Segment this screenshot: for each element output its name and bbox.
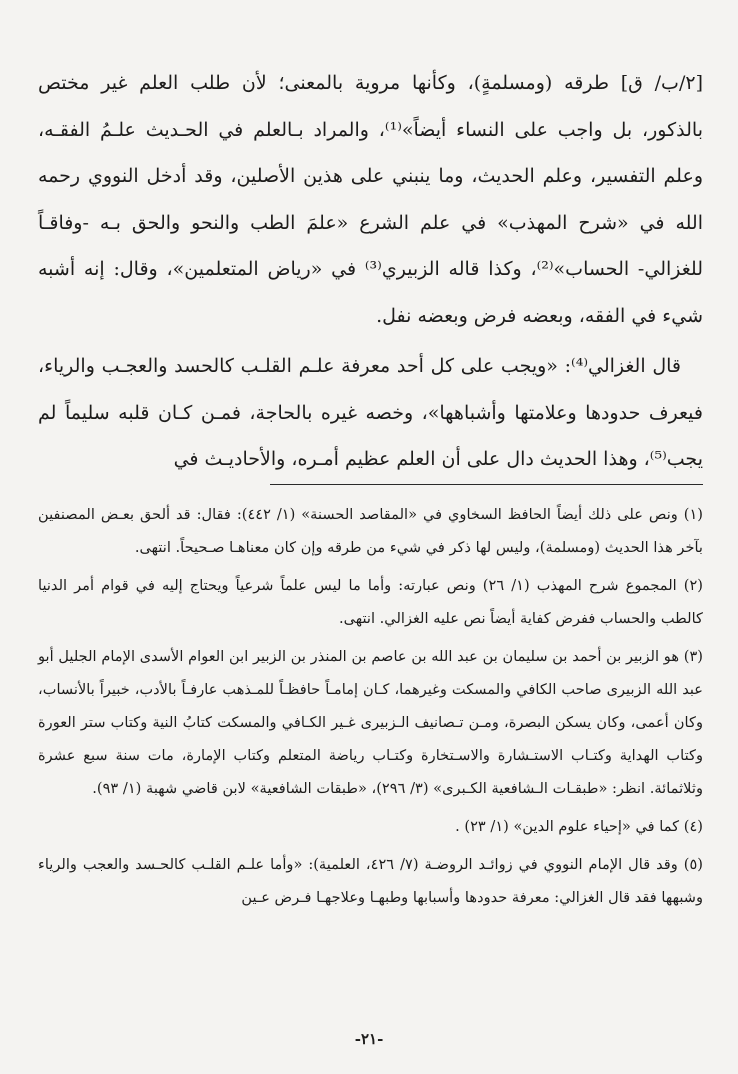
body-paragraph: [٢/ب/ ق] طرقه (ومسلمةٍ)، وكأنها مروية بالمعنى؛ لأن طلب العلم غير مختص بالذكور، بل واجب على النساء أيضاً»⁽¹⁾، والمراد بـالعلم في الحـديث علـمُ الفقـه، وعلم التفسير، وعلم الحديث، وما ينبني على هذين الأصلين، وقد أدخل النووي رحمه الله في «شرح المهذب» في علم الشرع «علمَ الطب والنحو والحق بـه -وفاقـاً للغزالي- الحساب»⁽²⁾، وكذا قاله الزبيري⁽³⁾ في «رياض المتعلمين»، وقال: إنه أشبه شيء في الفقه، وبعضه فرض وبعضه نفل.	[38, 72, 703, 327]
page-number: -٢١-	[354, 1030, 384, 1048]
footnotes	[38, 498, 703, 919]
footnote-separator	[270, 484, 703, 485]
body-paragraph: قال الغزالي⁽⁴⁾: «ويجب على كل أحد معرفة علـم القلـب كالحسد والعجـب والرياء، فيعرف حدودها وعلامتها وأشباهها»، وخصه غيره بالحاجة، فمـن كـان قلبه سليماً لم يجب⁽⁵⁾، وهذا الحديث دال على أن العلم عظيم أمـره، والأحاديـث في	[38, 355, 703, 470]
footnote-3: (٣) هو الزبير بن أحمد بن سليمان بن عبد الله بن عاصم بن المنذر بن الزبير ابن العوام الأسدى الإمام الجليل أبو عبد الله الزبيرى صاحب الكافي والمسكت وغيرهما، كـان إمامـاً حافظـاً للمـذهب عارفـاً بالأدب، خبيراً بالأنساب، وكان أعمى، وكان يسكن البصرة، ومـن تـصانيف الـزبيرى غـير الكـافي والمسكت كتابُ النية وكتاب ستر العورة وكتاب الهداية وكتـاب الاستـشارة والاسـتخارة وكتـاب رياضة المتعلم وكتاب الإمارة، مات سنة سبع عشرة وثلاثمائة. انظر: «طبقـات الـشافعية الكـبرى» (٣/ ٢٩٦)، «طبقات الشافعية» لابن قاضي شهبة (١/ ٩٣).	[38, 648, 703, 797]
footnote-4: (٤) كما في «إحياء علوم الدين» (١/ ٢٣) .	[455, 818, 703, 835]
footnote-5: (٥) وقد قال الإمام النووي في زوائـد الروضـة (٧/ ٤٢٦، العلمية): «وأما علـم القلـب كالحـسد والعجب والرياء وشبهها فقد قال الغزالي: معرفة حدودها وأسبابها وطبهـا وعلاجهـا فـرض عـين	[38, 856, 703, 906]
main-text	[38, 60, 703, 483]
footnote-1: (١) ونص على ذلك أيضاً الحافظ السخاوي في «المقاصد الحسنة» (١/ ٤٤٢): فقال: قد ألحق بعـض المصنفين بآخر هذا الحديث (ومسلمة)، وليس لها ذكر في شيء من طرقه وإن كان معناهـا صـحيحاً. انتهى.	[38, 506, 703, 556]
footnote-2: (٢) المجموع شرح المهذب (١/ ٢٦) ونص عبارته: وأما ما ليس علماً شرعياً ويحتاج إليه في قوام أمر الدنيا كالطب والحساب ففرض كفاية أيضاً نص عليه الغزالي. انتهى.	[38, 577, 703, 627]
